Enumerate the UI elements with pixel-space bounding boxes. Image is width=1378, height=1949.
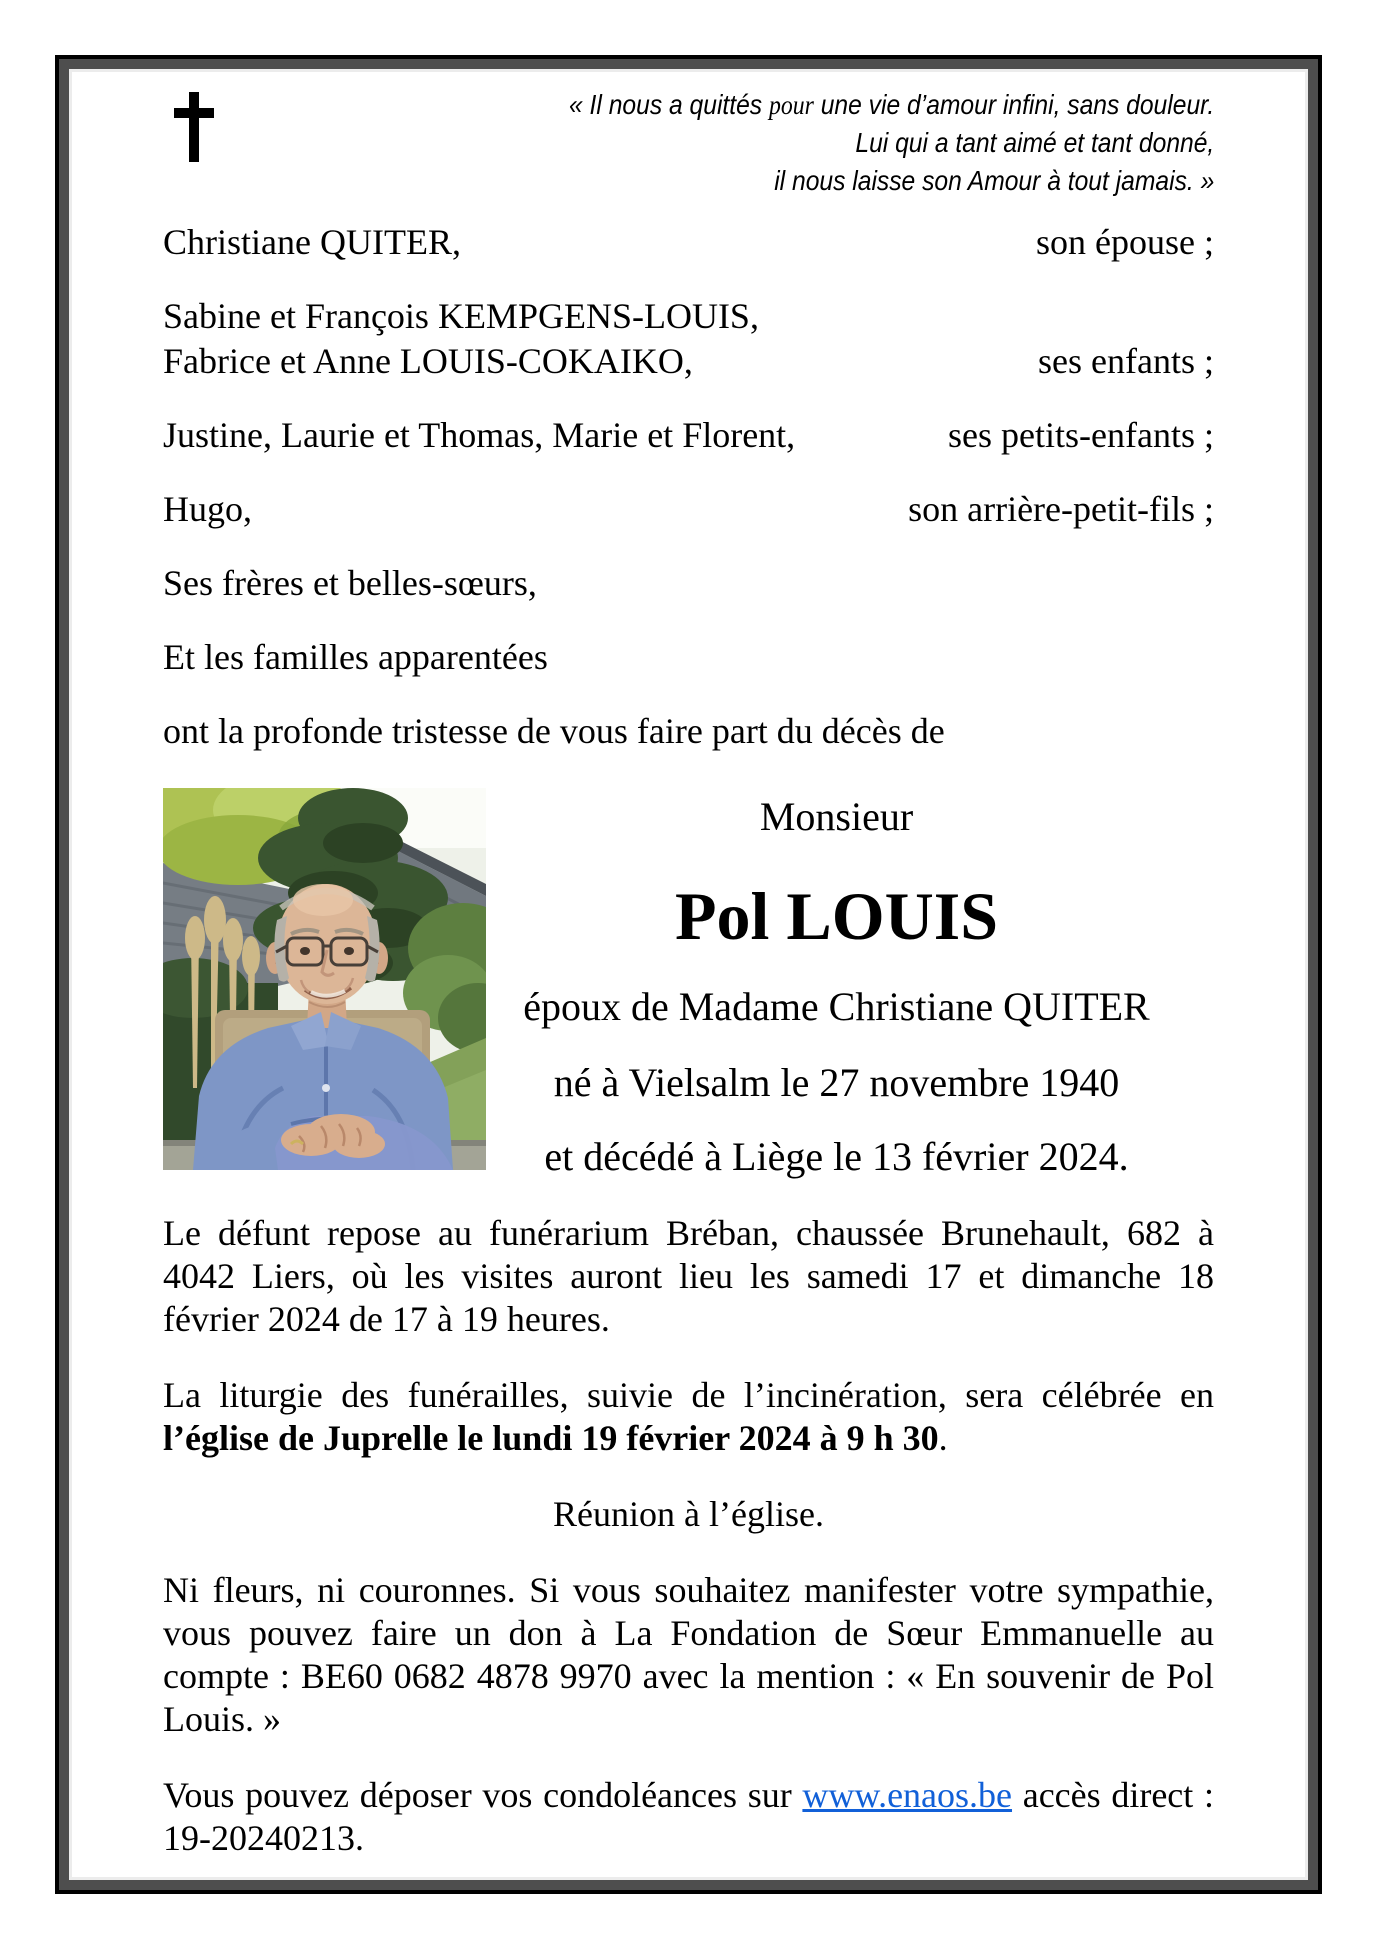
family-relation: son épouse ; — [1036, 222, 1214, 262]
enaos-link[interactable]: www.enaos.be — [802, 1775, 1013, 1815]
reunion-line: Réunion à l’église. — [553, 1494, 824, 1534]
family-row-greatgrandson — [163, 487, 1214, 532]
family-row-siblings — [163, 561, 1214, 606]
birth-line: né à Vielsalm le 27 novembre 1940 — [553, 1060, 1120, 1105]
family-names — [163, 635, 548, 680]
liturgy-paragraph — [163, 1374, 1214, 1460]
family-row-children — [163, 294, 1214, 384]
quote-line-1 — [569, 86, 1214, 124]
family-names — [163, 413, 795, 458]
quote-line-2: Lui qui a tant aimé et tant donné, — [855, 127, 1214, 158]
family-row-spouse — [163, 220, 1214, 265]
donation-paragraph: Ni fleurs, ni couronnes. Si vous souhaitez manifester votre sympathie, vous pouvez faire un don à La Fondation de Sœur Emmanuelle au compte : BE60 0682 4878 9970 avec la mention : « En souvenir de Pol Louis. » — [163, 1570, 1214, 1739]
quote-line-3: il nous laisse son Amour à tout jamais. » — [773, 165, 1214, 196]
family-name-line: Christiane QUITER, — [163, 222, 461, 262]
quote-line1-suffix: une vie d’amour infini, sans douleur. — [813, 89, 1214, 120]
condolences-prefix: Vous pouvez déposer vos condoléances sur — [163, 1775, 803, 1815]
decorative-frame — [55, 55, 1322, 1894]
portrait-photo — [163, 788, 486, 1170]
death-line: et décédé à Liège le 13 février 2024. — [544, 1134, 1129, 1179]
cross-icon — [173, 92, 215, 167]
condolences-paragraph — [163, 1774, 1214, 1860]
header — [163, 89, 1214, 200]
family-relation: ses petits-enfants ; — [948, 415, 1214, 455]
quote-line1-accent: pour — [768, 90, 814, 120]
deceased-section — [163, 788, 1214, 1178]
opening-quote — [481, 86, 1214, 200]
family-names — [163, 561, 537, 606]
announcement-line: ont la profonde tristesse de vous faire part du décès de — [163, 711, 945, 751]
family-relation: ses enfants ; — [1038, 341, 1214, 381]
family-name-line: Ses frères et belles-sœurs, — [163, 563, 537, 603]
quote-line1-prefix: « Il nous a quittés — [568, 89, 769, 120]
family-name-line: Justine, Laurie et Thomas, Marie et Florent, — [163, 415, 796, 455]
family-names — [163, 294, 759, 384]
liturgy-regular-text: La liturgie des funérailles, suivie de l’incinération, sera célébrée en — [163, 1375, 1214, 1415]
family-row-related-families — [163, 635, 1214, 680]
deceased-name: Pol LOUIS — [674, 878, 999, 954]
civility-title: Monsieur — [759, 794, 914, 839]
funeral-home-paragraph: Le défunt repose au funérarium Bréban, chaussée Brunehault, 682 à 4042 Liers, où les visites auront lieu les samedi 17 et dimanche 18 février 2024 de 17 à 19 heures. — [163, 1213, 1214, 1339]
family-name-line: Fabrice et Anne LOUIS-COKAIKO, — [163, 341, 693, 381]
family-name-line: Hugo, — [163, 489, 252, 529]
family-relation: son arrière-petit-fils ; — [908, 489, 1214, 529]
family-list — [163, 220, 1214, 754]
condolences-suffix: accès direct : 19-20240213. — [163, 1775, 1214, 1858]
family-name-line: Sabine et François KEMPGENS-LOUIS, — [163, 296, 759, 336]
liturgy-bold-text: l’église de Juprelle le lundi 19 février 2024 à 9 h 30 — [163, 1418, 939, 1458]
family-name-line: Et les familles apparentées — [163, 637, 548, 677]
family-row-grandchildren — [163, 413, 1214, 458]
identity-block — [486, 788, 1214, 1178]
liturgy-period: . — [938, 1418, 948, 1458]
card-content — [72, 72, 1305, 1877]
spouse-line: époux de Madame Christiane QUITER — [523, 984, 1150, 1029]
details-section — [163, 1212, 1214, 1860]
family-names — [163, 220, 461, 265]
family-names — [163, 487, 252, 532]
